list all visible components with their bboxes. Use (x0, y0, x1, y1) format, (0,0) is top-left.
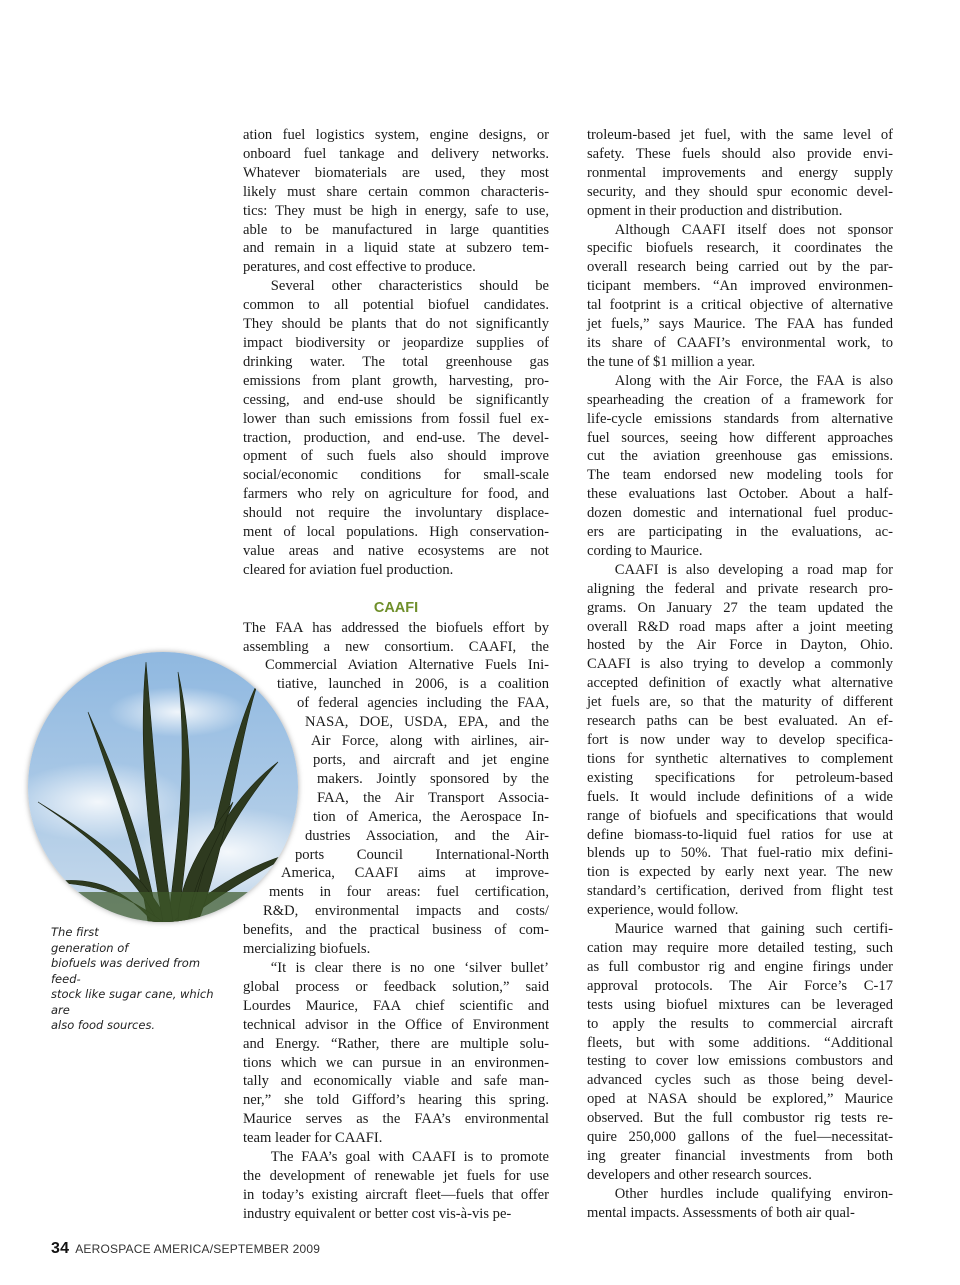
text-line: tics: They must be high in energy, safe to use, (243, 202, 549, 219)
text-line: these evaluations last October. About a half- (587, 486, 893, 503)
text-line: define biomass-to-liquid fuel ratios for use at (587, 826, 893, 843)
text-line: and Energy. “Rather, there are multiple solu- (243, 1035, 549, 1052)
text-line: accepted definition of exactly what alternative (587, 675, 893, 692)
text-line: overall research being carried out by the par- (587, 259, 893, 276)
text-line: fort is now under way to develop specifica- (587, 732, 893, 748)
text-line: grams. On January 27 the team updated the (587, 599, 893, 616)
text-line: jet fuels,” says Maurice. The FAA has funded (587, 316, 893, 333)
text-line: tion of America, the Aerospace In- (313, 808, 549, 825)
text-line: experience, would follow. (587, 902, 739, 919)
text-line: Along with the Air Force, the FAA is also (614, 372, 893, 389)
text-line: security, and they should spur economic devel- (587, 183, 893, 200)
text-line: the development of renewable jet fuels for use (243, 1167, 549, 1184)
text-line: lower than such emissions from fossil fuel ex- (243, 410, 549, 427)
paragraph (243, 619, 549, 959)
text-line: existing specifications for petroleum-based (587, 769, 893, 786)
paragraph (587, 221, 893, 372)
text-line: cessing, and end-use should be significantly (243, 391, 549, 408)
text-line: makers. Jointly sponsored by the (317, 770, 549, 787)
text-line: specific biofuels research, it coordinates the (587, 240, 893, 257)
text-line: hosted by the Air Force in Dayton, Ohio. (587, 637, 893, 654)
text-line: dozen domestic and international fuel produc- (587, 505, 893, 522)
publication-info: AEROSPACE AMERICA/SEPTEMBER 2009 (75, 1242, 321, 1256)
text-line: value areas and native ecosystems are not (243, 542, 549, 559)
text-line: Lourdes Maurice, FAA chief scientific and (243, 997, 549, 1014)
text-line: CAAFI is also trying to develop a commonly (587, 656, 893, 673)
paragraph (587, 1185, 893, 1223)
text-line: Several other characteristics should be (270, 278, 549, 295)
paragraph (243, 959, 549, 1148)
text-line: Whatever biomaterials are used, they most (243, 164, 549, 181)
caption-line: stock like sugar cane, which are (51, 987, 214, 1017)
text-line: traction, production, and end-use. The devel- (243, 429, 549, 446)
text-line: as full combustor rig and engine firings under (587, 958, 893, 975)
right-column (587, 126, 893, 1223)
text-line: tion is expected by early next year. The new (587, 864, 893, 881)
text-line: in today’s existing aircraft fleet—fuels that offer (243, 1186, 549, 1203)
text-line: ports Council International-North (295, 846, 549, 863)
text-line: ment of local populations. High conservation- (243, 524, 549, 541)
text-line: R&D, environmental impacts and costs/ (263, 903, 549, 920)
text-line: ner,” she told Gifford’s hearing this spring. (243, 1092, 549, 1109)
text-line: mercializing biofuels. (243, 941, 371, 958)
paragraph (587, 372, 893, 561)
text-line: ronmental improvements and energy supply (587, 164, 893, 181)
section-heading: CAAFI (373, 599, 419, 616)
text-line: should not require the involuntary displace- (243, 505, 549, 522)
text-line: tiative, launched in 2006, is a coalition (277, 676, 549, 693)
text-line: the tune of $1 million a year. (587, 353, 756, 370)
text-line: its share of CAAFI’s environmental work, to (587, 334, 893, 351)
text-line: They should be plants that do not significantly (243, 316, 549, 333)
text-line: advanced cycles such as those being devel- (587, 1072, 893, 1089)
text-line: global process or feedback solution,” said (243, 978, 549, 995)
text-line: America, CAAFI aims at improve- (281, 865, 549, 882)
text-line: fuel sources, seeing how different approaches (587, 429, 893, 446)
text-line: of federal agencies including the FAA, (297, 695, 549, 712)
text-line: peratures, and cost effective to produce. (243, 259, 476, 276)
text-line: observed. But the full combustor rig tests re- (587, 1110, 893, 1127)
left-column (243, 126, 549, 1224)
paragraph (587, 126, 893, 221)
text-line: developers and other research sources. (587, 1166, 812, 1183)
text-line: The team endorsed new modeling tools for (587, 467, 893, 484)
text-line: team leader for CAAFI. (243, 1130, 383, 1147)
text-line: CAAFI is also developing a road map for (614, 561, 893, 578)
text-line: Maurice warned that gaining such certifi- (614, 921, 893, 938)
text-line: tions for synthetic alternatives to complement (587, 750, 893, 767)
text-line: Other hurdles include qualifying environ- (614, 1185, 893, 1202)
text-line: emissions from plant growth, harvesting, pro- (243, 372, 549, 389)
text-line: Air Force, along with airlines, air- (311, 733, 549, 750)
text-line: cation may require more detailed testing, such (587, 939, 893, 956)
text-line: drinking water. The total greenhouse gas (243, 353, 549, 370)
text-line: benefits, and the practical business of com- (243, 922, 549, 939)
text-line: tally and economically viable and safe man- (243, 1073, 549, 1090)
text-line: tions which we can pursue in an environmen- (243, 1054, 549, 1071)
paragraph (243, 1148, 549, 1224)
text-line: industry equivalent or better cost vis-à-vis pe- (243, 1205, 512, 1222)
text-line: blends up to 50%. That fuel-ratio mix defini- (587, 845, 893, 862)
text-line: standard’s certification, derived from flight test (587, 883, 893, 900)
text-line: spearheading the creation of a framework for (587, 391, 893, 408)
page-footer (51, 1240, 320, 1258)
text-line: opment in their production and distribution. (587, 202, 843, 219)
text-line: common to all potential biofuel candidates. (243, 297, 549, 314)
text-line: life-cycle emissions standards from alternative (587, 410, 893, 427)
paragraph (587, 920, 893, 1185)
text-line: and remain in a liquid state at subzero tem- (243, 240, 549, 257)
text-line: likely must share certain common characteris- (243, 183, 549, 200)
text-line: mental impacts. Assessments of both air qual- (587, 1204, 855, 1221)
text-line: ing greater financial investments from both (587, 1147, 893, 1164)
text-line: “It is clear there is no one ‘silver bullet’ (270, 959, 549, 976)
text-line: technical advisor in the Office of Environment (243, 1016, 549, 1033)
page-number: 34 (51, 1240, 70, 1257)
photo-caption (51, 925, 226, 1034)
text-line: research paths can be best evaluated. An ef- (587, 713, 893, 730)
text-line: dustries Association, and the Air- (305, 827, 549, 844)
text-line: cleared for aviation fuel production. (243, 561, 454, 578)
paragraph (587, 561, 893, 920)
text-line: fleets, but with some additions. “Additional (587, 1034, 893, 1051)
text-line: ticipant members. “An improved environmen- (587, 278, 893, 295)
text-line: NASA, DOE, USDA, EPA, and the (305, 714, 549, 731)
text-line: ports, and aircraft and jet engine (313, 752, 549, 768)
text-line: troleum-based jet fuel, with the same level of (587, 127, 893, 143)
paragraph (243, 277, 549, 580)
text-line: approval protocols. The Air Force’s C-17 (587, 977, 893, 994)
text-line: The FAA has addressed the biofuels effort by (243, 619, 549, 636)
text-line: Although CAAFI itself does not sponsor (614, 221, 893, 238)
text-line: Commercial Aviation Alternative Fuels Ini- (265, 657, 549, 674)
text-line: farmers who rely on agriculture for food, and (243, 486, 549, 503)
text-line: Maurice serves as the FAA’s environmental (243, 1111, 549, 1128)
text-line: overall R&D road maps after a joint meeting (587, 618, 893, 635)
text-line: aligning the federal and private research pro- (587, 580, 893, 597)
text-line: ation fuel logistics system, engine designs, or (243, 127, 549, 143)
text-line: opment of such fuels also should improve (243, 448, 549, 465)
text-line: impact biodiversity or jeopardize supplies of (243, 334, 549, 351)
text-line: ers are participating in the evaluations, ac- (587, 524, 893, 541)
text-line: able to be manufactured in large quantities (243, 221, 549, 238)
caption-line: biofuels was derived from feed- (51, 956, 201, 986)
text-line: tal footprint is a critical objective of alternative (587, 297, 893, 314)
text-line: cut the aviation greenhouse gas emissions. (587, 448, 893, 465)
text-line: cording to Maurice. (587, 542, 703, 559)
text-line: range of biofuels and specifications that would (587, 807, 893, 824)
caption-line: generation of (51, 940, 129, 955)
caption-line: The first (51, 925, 99, 939)
text-line: The FAA’s goal with CAAFI is to promote (270, 1149, 549, 1166)
text-line: tests using biofuel mixtures can be leveraged (587, 996, 893, 1013)
paragraph (243, 126, 549, 277)
text-line: ments in four areas: fuel certification, (269, 884, 549, 901)
caption-line: also food sources. (51, 1018, 156, 1032)
text-line: oped at NASA should be explored,” Maurice (587, 1091, 893, 1108)
text-line: testing to cover low emissions combustors and (587, 1053, 893, 1070)
text-line: quire 250,000 gallons of the fuel—necessitat- (587, 1129, 893, 1146)
text-line: onboard fuel tankage and delivery networks. (243, 145, 549, 162)
text-line: assembling a new consortium. CAAFI, the (243, 638, 549, 655)
text-line: jet fuels are, so that the maturity of different (587, 694, 893, 711)
text-line: to apply the results to commercial aircraft (587, 1015, 893, 1032)
text-line: social/economic conditions for small-scale (243, 467, 549, 484)
text-line: FAA, the Air Transport Associa- (317, 789, 549, 806)
text-line: fuels. It would include definitions of a wide (587, 788, 893, 805)
text-line: safety. These fuels should also provide envi- (587, 145, 893, 162)
